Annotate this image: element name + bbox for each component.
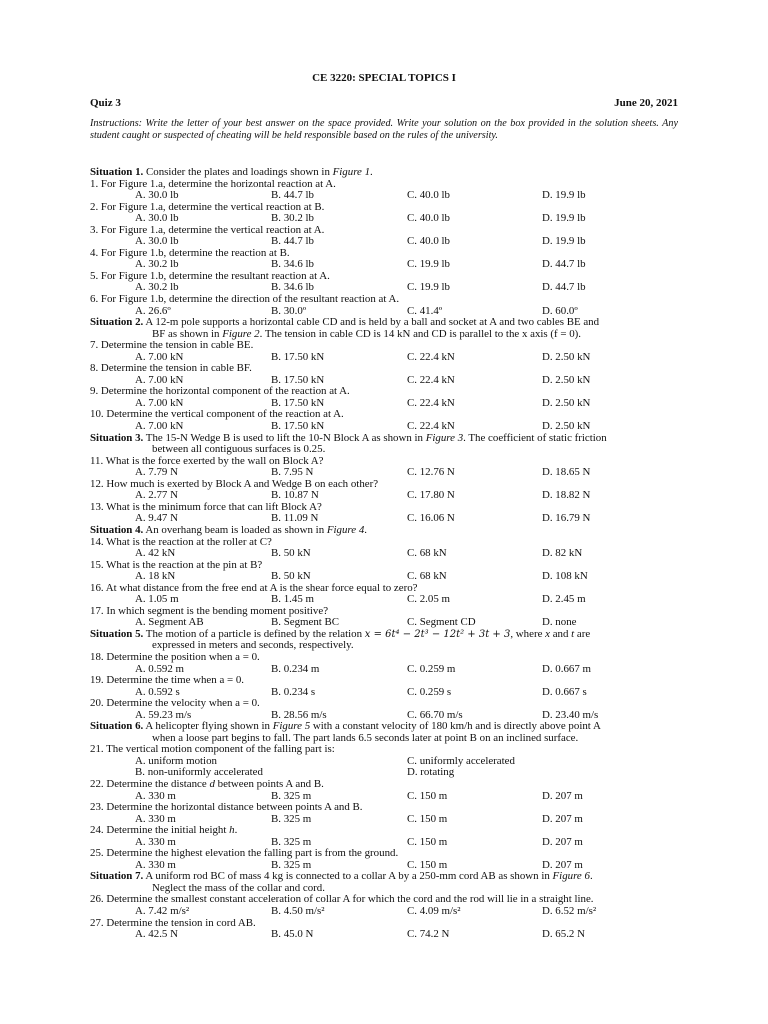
choice-b: B. 325 m: [271, 789, 312, 802]
choices-27: [90, 929, 680, 941]
question-18: 18. Determine the position when a = 0.: [90, 650, 260, 663]
question-19: 19. Determine the time when a = 0.: [90, 674, 245, 687]
question-6: 6. For Figure 1.b, determine the direction of the resultant reaction at A.: [90, 293, 400, 306]
choice-b: B. 10.87 N: [271, 489, 319, 502]
choice-a: A. 7.00 kN: [135, 396, 184, 409]
choice-a: A. 330 m: [135, 789, 176, 802]
choices-15: [90, 571, 680, 583]
choices-2: [90, 213, 680, 225]
choice-b: B. 44.7 lb: [271, 235, 314, 248]
choice-c: C. 66.70 m/s: [407, 708, 463, 721]
situation-label: Situation 5.: [90, 627, 144, 640]
question-26: 26. Determine the smallest constant acceleration of collar A for which the cord and the rod will lie in a straight line.: [90, 893, 594, 906]
question-24: 24. Determine the initial height h.: [90, 824, 238, 837]
situation-7-cont: Neglect the mass of the collar and cord.: [152, 881, 325, 894]
situation-3: Situation 3. The 15-N Wedge B is used to lift the 10-N Block A as shown in Figure 3. The coefficient of static friction: [90, 431, 607, 444]
choice-c: C. 150 m: [407, 835, 448, 848]
situation-label: Situation 6.: [90, 720, 144, 733]
situation-6-cont: when a loose part begins to fall. The part lands 6.5 seconds later at point B on an inclined surface.: [152, 731, 579, 744]
choice-a: A. uniform motion: [135, 754, 217, 767]
question-13: 13. What is the minimum force that can lift Block A?: [90, 500, 322, 513]
choice-a: A. Segment AB: [135, 616, 204, 629]
choice-a: A. 330 m: [135, 835, 176, 848]
choice-b: B. 30.2 lb: [271, 212, 314, 225]
choices-20: [90, 710, 680, 722]
question-list: [90, 167, 680, 941]
question-8: 8. Determine the tension in cable BF.: [90, 362, 252, 375]
question-12: 12. How much is exerted by Block A and Wedge B on each other?: [90, 477, 379, 490]
choice-c: C. 150 m: [407, 812, 448, 825]
choice-c: C. 40.0 lb: [407, 189, 450, 202]
figure-ref: Figure 3: [425, 431, 464, 444]
choice-c: C. 150 m: [407, 789, 448, 802]
choice-c: C. uniformly accelerated: [407, 754, 515, 767]
choice-d: D. 0.667 m: [542, 662, 592, 675]
choice-a: A. 2.77 N: [135, 489, 178, 502]
choice-c: C. 0.259 m: [407, 662, 456, 675]
choice-a: A. 59.23 m/s: [135, 708, 192, 721]
choice-c: C. 2.05 m: [407, 593, 450, 606]
choice-c: C. 16.06 N: [407, 512, 455, 525]
instructions: Instructions: Write the letter of your best answer on the space provided. Write your solution on the box provided in the solution sheets. Any student caught or suspected of cheating will be held responsible based on the rules of the university.: [90, 118, 678, 141]
choices-14: [90, 548, 680, 560]
choice-d: D. 0.667 s: [542, 685, 587, 698]
question-9: 9. Determine the horizontal component of the reaction at A.: [90, 385, 350, 398]
choice-b: B. 50 kN: [271, 547, 311, 560]
choice-d: D. 207 m: [542, 789, 583, 802]
choice-a: A. 1.05 m: [135, 593, 179, 606]
situation-7: Situation 7. A uniform rod BC of mass 4 kg is connected to a collar A by a 250-mm cord AB as shown in Figure 6.: [90, 870, 593, 883]
choice-a: A. 7.00 kN: [135, 373, 184, 386]
question-4: 4. For Figure 1.b, determine the reaction at B.: [90, 246, 290, 259]
choice-d: D. 60.0º: [542, 304, 578, 317]
choice-b: B. 7.95 N: [271, 466, 314, 479]
choice-c: C. 22.4 kN: [407, 396, 455, 409]
motion-equation: x = 6t⁴ − 2t³ − 12t² + 3t + 3: [364, 628, 511, 640]
question-11: 11. What is the force exerted by the wall on Block A?: [90, 454, 324, 467]
choice-b: B. 325 m: [271, 812, 312, 825]
choice-a: A. 42.5 N: [135, 928, 178, 941]
choice-a: A. 7.00 kN: [135, 350, 184, 363]
choice-b: B. 11.09 N: [271, 512, 319, 525]
choice-d: D. 65.2 N: [542, 928, 585, 941]
choice-b: B. 50 kN: [271, 570, 311, 583]
choice-d: D. 2.50 kN: [542, 350, 591, 363]
choice-b: B. 325 m: [271, 858, 312, 871]
choice-c: C. 12.76 N: [407, 466, 455, 479]
situation-label: Situation 3.: [90, 431, 144, 444]
choice-a: A. 42 kN: [135, 547, 176, 560]
choice-a: A. 330 m: [135, 812, 176, 825]
situation-label: Situation 4.: [90, 523, 144, 536]
choice-c: C. 4.09 m/s²: [407, 905, 461, 917]
choice-b: B. Segment BC: [271, 616, 340, 629]
choice-c: C. 150 m: [407, 858, 448, 871]
situation-label: Situation 1.: [90, 166, 144, 178]
situation-3-cont: between all contiguous surfaces is 0.25.: [152, 443, 326, 456]
situation-2-cont: BF as shown in Figure 2. The tension in cable CD is 14 kN and CD is parallel to the x axis (f = 0).: [152, 327, 582, 340]
choice-b: B. 17.50 kN: [271, 373, 325, 386]
choice-c: C. 41.4º: [407, 304, 443, 317]
document-title: CE 3220: SPECIAL TOPICS I: [312, 72, 456, 84]
choice-c: C. Segment CD: [407, 616, 476, 629]
question-2: 2. For Figure 1.a, determine the vertical reaction at B.: [90, 200, 325, 213]
question-10: 10. Determine the vertical component of the reaction at A.: [90, 408, 344, 421]
choice-b: B. 17.50 kN: [271, 396, 325, 409]
choice-d: D. 108 kN: [542, 570, 588, 583]
choice-a: A. 30.0 lb: [135, 212, 179, 225]
choice-b: B. 28.56 m/s: [271, 708, 327, 721]
choice-b: B. 17.50 kN: [271, 350, 325, 363]
choice-a: A. 18 kN: [135, 570, 176, 583]
choice-a: A. 7.00 kN: [135, 420, 184, 433]
choices-6: [90, 306, 680, 318]
choice-d: D. rotating: [407, 766, 455, 779]
choice-b: B. 34.6 lb: [271, 258, 314, 271]
choice-d: D. 207 m: [542, 835, 583, 848]
situation-6: Situation 6. A helicopter flying shown in Figure 5 with a constant velocity of 180 km/h and is directly above point A: [90, 720, 601, 733]
figure-ref: Figure 1: [332, 166, 371, 178]
choice-c: C. 68 kN: [407, 547, 447, 560]
choice-c: C. 17.80 N: [407, 489, 455, 502]
choice-d: D. 18.82 N: [542, 489, 591, 502]
choice-a: A. 7.42 m/s²: [135, 905, 190, 917]
choice-c: C. 40.0 lb: [407, 235, 450, 248]
choice-d: D. 44.7 lb: [542, 281, 586, 294]
question-17: 17. In which segment is the bending moment positive?: [90, 604, 329, 617]
choice-b: B. 0.234 s: [271, 685, 316, 698]
quiz-date: June 20, 2021: [614, 97, 678, 109]
choices-10: [90, 421, 680, 433]
choice-c: C. 68 kN: [407, 570, 447, 583]
choice-d: D. 2.45 m: [542, 593, 586, 606]
figure-ref: Figure 4: [326, 523, 365, 536]
question-23: 23. Determine the horizontal distance between points A and B.: [90, 801, 363, 814]
choice-d: D. 23.40 m/s: [542, 708, 599, 721]
question-25: 25. Determine the highest elevation the falling part is from the ground.: [90, 847, 399, 860]
choice-b: B. 0.234 m: [271, 662, 320, 675]
choice-d: D. none: [542, 616, 577, 629]
choice-d: D. 19.9 lb: [542, 212, 586, 225]
choice-a: A. 7.79 N: [135, 466, 178, 479]
question-22: 22. Determine the distance d between points A and B.: [90, 777, 324, 790]
choice-c: C. 74.2 N: [407, 928, 450, 941]
question-7: 7. Determine the tension in cable BE.: [90, 339, 254, 352]
question-14: 14. What is the reaction at the roller at C?: [90, 535, 272, 548]
choice-d: D. 2.50 kN: [542, 373, 591, 386]
situation-5: Situation 5. The motion of a particle is defined by the relation x = 6t⁴ − 2t³ − 12t² + 3t + 3, where x and t are: [90, 627, 591, 640]
choice-c: C. 22.4 kN: [407, 373, 455, 386]
choice-d: D. 6.52 m/s²: [542, 905, 597, 917]
choice-a: A. 9.47 N: [135, 512, 178, 525]
situation-4: Situation 4. An overhang beam is loaded as shown in Figure 4.: [90, 523, 367, 536]
choice-a: A. 30.2 lb: [135, 258, 179, 271]
question-27: 27. Determine the tension in cord AB.: [90, 916, 256, 929]
figure-ref: Figure 2: [222, 327, 260, 340]
situation-1: Situation 1. Consider the plates and loadings shown in Figure 1.: [90, 166, 373, 178]
choices-13: [90, 513, 680, 525]
choices-1: [90, 190, 680, 202]
choice-a: A. 0.592 m: [135, 662, 185, 675]
choice-d: D. 44.7 lb: [542, 258, 586, 271]
question-20: 20. Determine the velocity when a = 0.: [90, 697, 260, 710]
choice-c: C. 22.4 kN: [407, 420, 455, 433]
choice-b: B. 45.0 N: [271, 928, 314, 941]
choices-25: [90, 860, 680, 872]
question-3: 3. For Figure 1.a, determine the vertical reaction at A.: [90, 223, 325, 236]
choice-d: D. 16.79 N: [542, 512, 591, 525]
question-21: 21. The vertical motion component of the falling part is:: [90, 743, 335, 756]
question-5: 5. For Figure 1.b, determine the resultant reaction at A.: [90, 269, 330, 282]
choice-a: A. 0.592 s: [135, 685, 180, 698]
choice-a: A. 26.6º: [135, 304, 171, 317]
question-16: 16. At what distance from the free end at A is the shear force equal to zero?: [90, 581, 418, 594]
situation-label: Situation 2.: [90, 316, 144, 329]
choice-d: D. 18.65 N: [542, 466, 591, 479]
choice-b: B. 17.50 kN: [271, 420, 325, 433]
choice-d: D. 207 m: [542, 812, 583, 825]
choice-c: C. 19.9 lb: [407, 258, 450, 271]
choice-b: B. 325 m: [271, 835, 312, 848]
choice-c: C. 22.4 kN: [407, 350, 455, 363]
question-15: 15. What is the reaction at the pin at B?: [90, 558, 263, 571]
figure-ref: Figure 6: [552, 870, 590, 883]
choice-b: B. non-uniformly accelerated: [135, 766, 263, 779]
choice-d: D. 2.50 kN: [542, 396, 591, 409]
choice-d: D. 82 kN: [542, 547, 583, 560]
choice-a: A. 30.2 lb: [135, 281, 179, 294]
situation-5-cont: expressed in meters and seconds, respectively.: [152, 639, 354, 652]
question-1: 1. For Figure 1.a, determine the horizontal reaction at A.: [90, 177, 336, 190]
choice-b: B. 4.50 m/s²: [271, 905, 325, 917]
quiz-label: Quiz 3: [90, 97, 121, 109]
choice-a: A. 330 m: [135, 858, 176, 871]
choice-a: A. 30.0 lb: [135, 235, 179, 248]
choice-b: B. 30.0º: [271, 304, 307, 317]
choice-c: C. 40.0 lb: [407, 212, 450, 225]
choice-a: A. 30.0 lb: [135, 189, 179, 202]
choice-c: C. 19.9 lb: [407, 281, 450, 294]
situation-label: Situation 7.: [90, 870, 144, 883]
choice-d: D. 207 m: [542, 858, 583, 871]
choice-d: D. 19.9 lb: [542, 235, 586, 248]
choice-b: B. 34.6 lb: [271, 281, 314, 294]
situation-2: Situation 2. A 12-m pole supports a horizontal cable CD and is held by a ball and socket at A and two cables BE and: [90, 316, 600, 329]
choice-b: B. 1.45 m: [271, 593, 314, 606]
figure-ref: Figure 5: [272, 720, 311, 733]
choices-26: [90, 906, 680, 918]
choice-d: D. 19.9 lb: [542, 189, 586, 202]
choice-b: B. 44.7 lb: [271, 189, 314, 202]
choice-c: C. 0.259 s: [407, 685, 452, 698]
choice-d: D. 2.50 kN: [542, 420, 591, 433]
choices-17: [90, 617, 680, 629]
